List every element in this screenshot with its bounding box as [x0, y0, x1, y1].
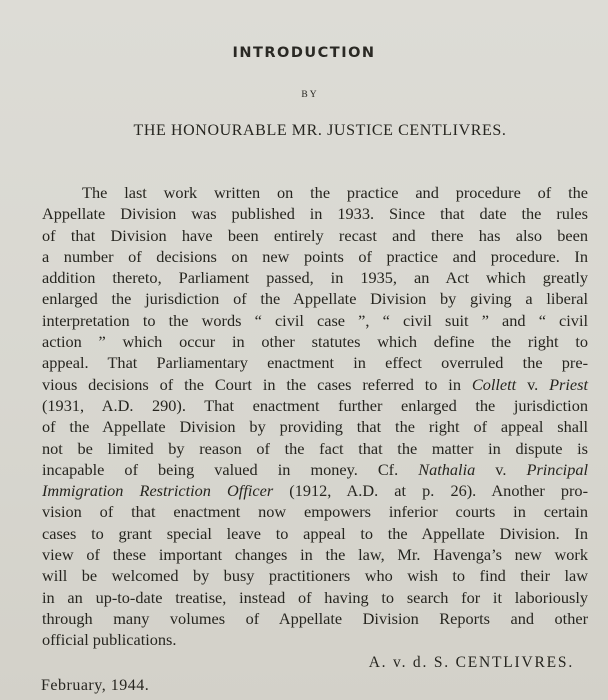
- date-line: February, 1944.: [41, 677, 150, 694]
- body-line: [42, 544, 588, 565]
- body-line: [42, 310, 588, 331]
- signature: A. v. d. S. CENTLIVRES.: [368, 654, 574, 671]
- body-line: [42, 501, 588, 522]
- body-text: enlarged the jurisdiction of the Appellate Division by giving a liberal: [42, 289, 588, 309]
- body-text: vious decisions of the Court in the cases referred to in: [42, 374, 472, 394]
- introduction-body: [42, 182, 588, 651]
- body-text: (1912, A.D. at p. 26). Another pro-: [273, 481, 588, 501]
- body-line: [42, 225, 588, 246]
- body-text: a number of decisions on new points of practice and procedure. In: [42, 246, 588, 266]
- body-text: of the Appellate Division by providing that the right of appeal shall: [42, 417, 588, 437]
- body-text: view of these important changes in the law, Mr. Havenga’s new work: [42, 545, 588, 565]
- body-line: [42, 246, 588, 267]
- body-text: will be welcomed by busy practitioners who wish to find their law: [42, 566, 588, 586]
- body-line: [42, 288, 588, 309]
- body-text: of that Division have been entirely recast and there has also been: [42, 225, 588, 245]
- body-text: through many volumes of Appellate Division Reports and other: [42, 608, 588, 628]
- body-text: incapable of being valued in money. Cf.: [42, 459, 419, 479]
- body-text: addition thereto, Parliament passed, in 1935, an Act which greatly: [42, 268, 588, 288]
- body-line: [42, 203, 588, 224]
- body-line: [42, 459, 588, 480]
- body-line: [42, 587, 588, 608]
- body-text: official publications.: [42, 630, 177, 650]
- body-line: [42, 374, 588, 395]
- italic-case-name: Collett: [471, 374, 517, 394]
- body-line: [42, 416, 588, 437]
- body-text: v.: [516, 374, 550, 394]
- body-line: [42, 352, 588, 373]
- italic-case-name: Priest: [549, 374, 588, 394]
- body-text: action ” which occur in other statutes which define the right to: [42, 332, 588, 352]
- body-text: interpretation to the words “ civil case ”, “ civil suit ” and “ civil: [42, 310, 588, 330]
- body-text: cases to grant special leave to appeal to the Appellate Division. In: [42, 523, 588, 543]
- body-line: [42, 608, 588, 629]
- body-line: [42, 629, 588, 650]
- body-line: [42, 565, 588, 586]
- page-heading: INTRODUCTION: [232, 45, 376, 61]
- italic-case-name: Principal: [526, 459, 588, 479]
- body-text: not be limited by reason of the fact that the matter in dispute is: [42, 438, 588, 458]
- body-line: [42, 523, 588, 544]
- body-line: [42, 480, 588, 501]
- byline-label: BY: [301, 90, 319, 100]
- body-text: Appellate Division was published in 1933. Since that date the rules: [42, 204, 588, 224]
- body-text: The last work written on the practice and procedure of the: [82, 183, 588, 202]
- body-text: in an up-to-date treatise, instead of having to search for it laboriously: [42, 587, 588, 607]
- italic-case-name: Immigration Restriction Officer: [42, 481, 274, 501]
- italic-case-name: Nathalia: [418, 459, 476, 479]
- body-text: v.: [475, 459, 527, 479]
- author-name: THE HONOURABLE MR. JUSTICE CENTLIVRES.: [133, 122, 507, 139]
- body-line: [42, 395, 588, 416]
- body-text: vision of that enactment now empowers inferior courts in certain: [42, 502, 588, 522]
- body-line: [42, 331, 588, 352]
- body-text: appeal. That Parliamentary enactment in effect overruled the pre-: [42, 353, 588, 373]
- body-line: [42, 182, 588, 203]
- body-text: (1931, A.D. 290). That enactment further enlarged the jurisdiction: [42, 395, 588, 415]
- body-line: [42, 267, 588, 288]
- body-line: [42, 438, 588, 459]
